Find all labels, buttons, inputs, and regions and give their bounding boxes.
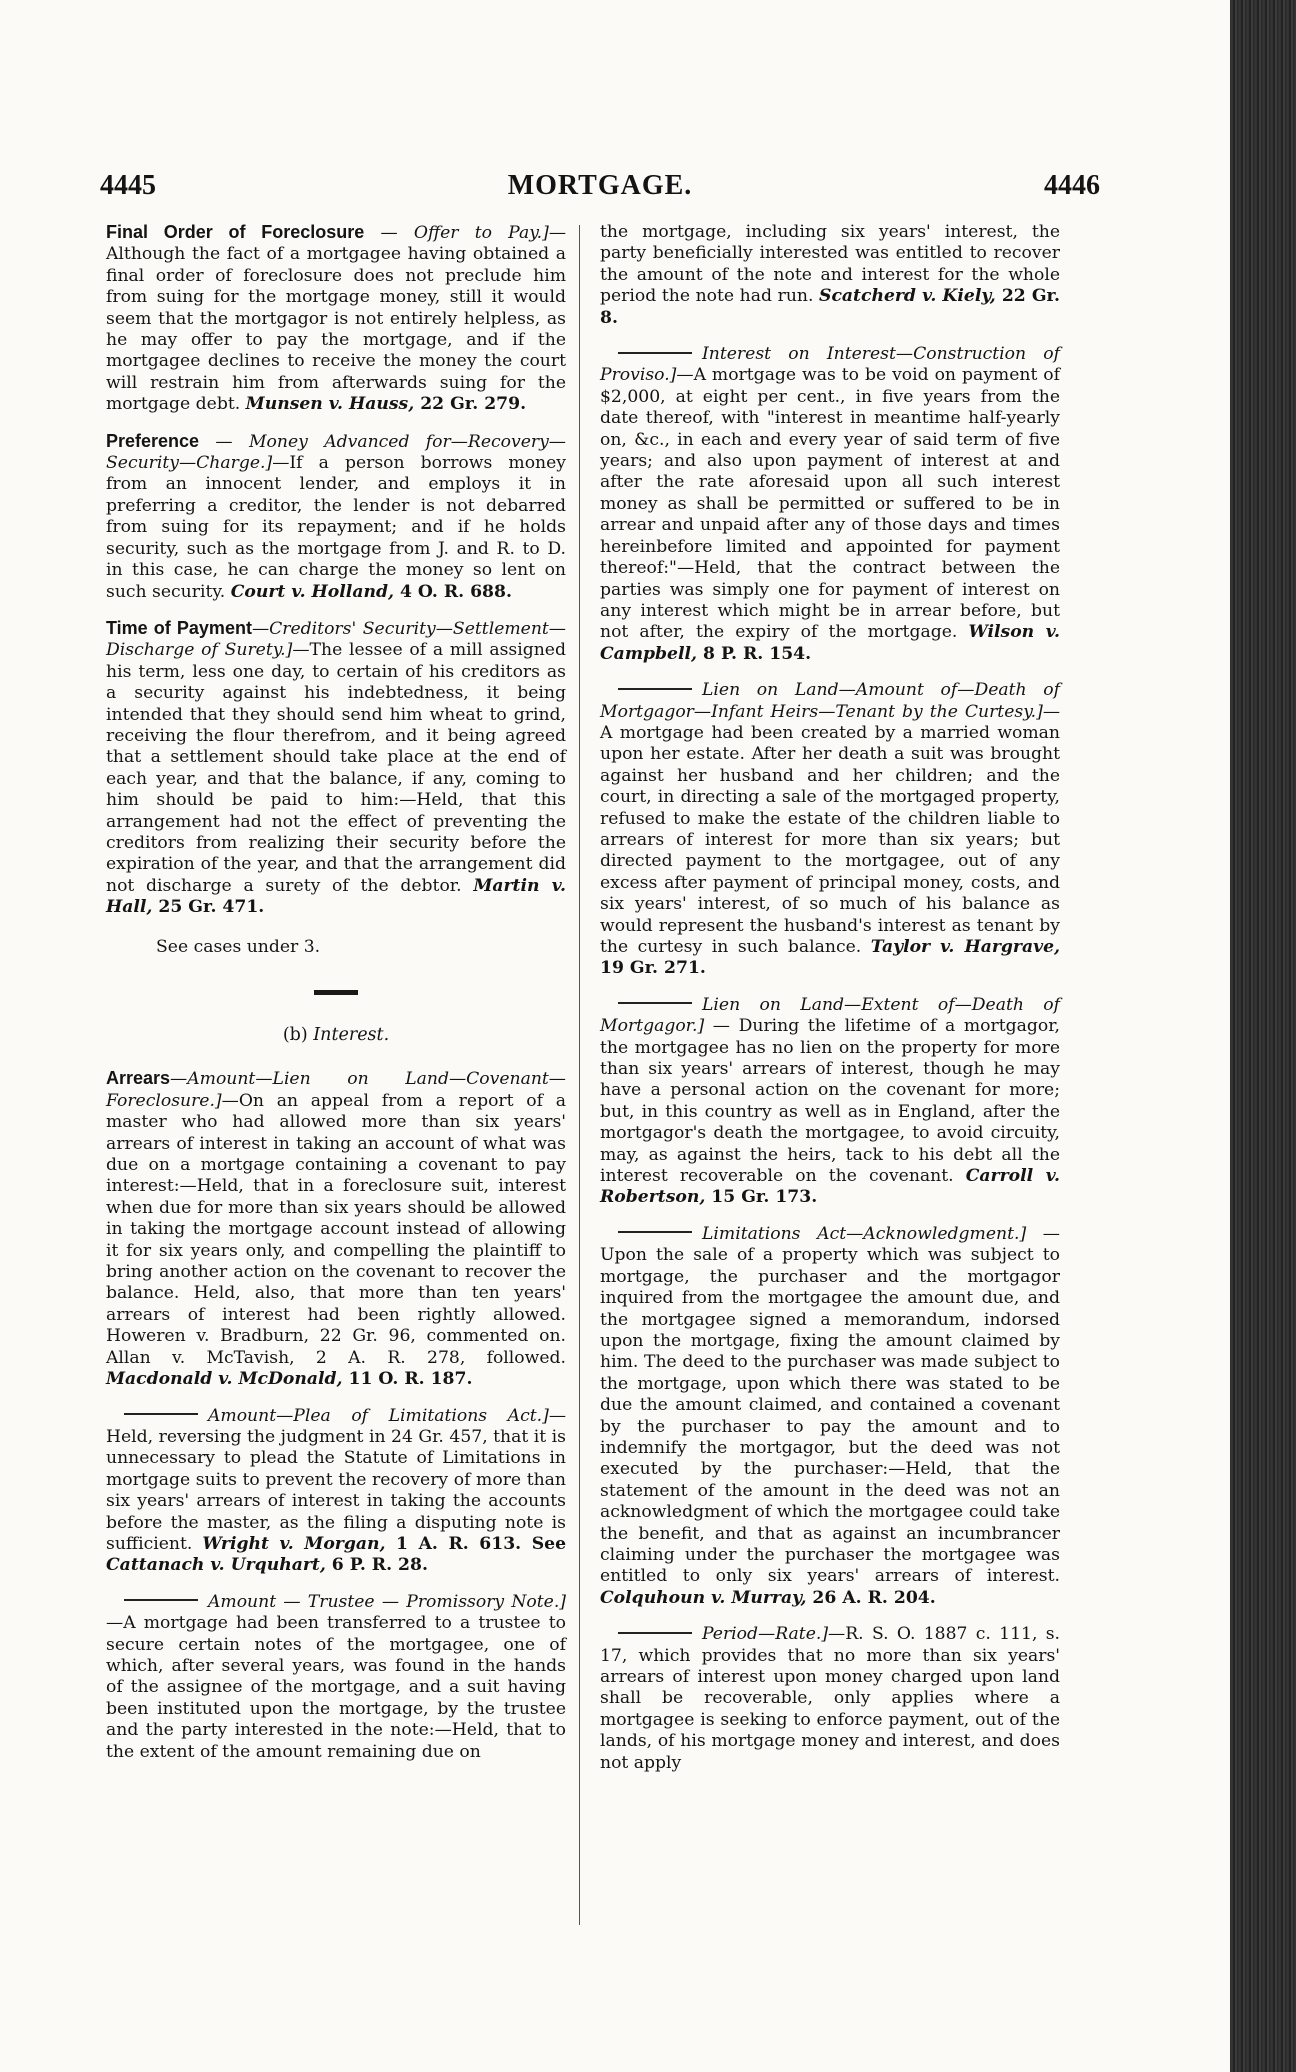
entry-limitations-acknowledgment (600, 1224, 1060, 1609)
entry-body: —R. S. O. 1887 c. 111, s. 17, which provides that no more than six years' arrears of interest upon money charged upon land shall be recoverable, only applies where a mortgagee is seeking to enforce payment, out of the lands, of his mortgage money and interest, and does not apply (600, 1624, 1060, 1773)
entry-subheading: Limitations Act—Acknowledgment.] (702, 1223, 1027, 1244)
case-reference: 11 O. R. 187. (342, 1369, 473, 1390)
entry-subheading: Lien on Land—Amount of—Death of Mortgagor—Infant Heirs—Tenant by the Curtesy.] (600, 680, 1060, 722)
entry-heading: Arrears (106, 1068, 171, 1089)
right-column (600, 222, 1060, 1789)
entry-heading: Preference (106, 430, 200, 451)
case-citation: Scatcherd v. Kiely, (819, 286, 996, 307)
page-number-left: 4445 (100, 170, 156, 201)
entry-trustee-note (106, 1592, 566, 1763)
entry-subheading: Period—Rate.] (702, 1624, 829, 1645)
see-also-note: See cases under 3. (156, 936, 321, 957)
case-citation: Carroll v. Robertson, (600, 1166, 1060, 1208)
entry-continued (600, 222, 1060, 329)
case-reference: 1 A. R. 613. See (385, 1533, 566, 1554)
case-citation: Cattanach v. Urquhart, (106, 1555, 326, 1576)
section-heading (106, 1025, 566, 1046)
entry-body: —A mortgage was to be void on payment of $2,000, at eight per cent., in five years from the date thereof, with "interest in meantime half-yearly on, &c., in each and every year of said term of five years; and also upon payment of interest at and after the rate aforesaid upon all such interest money as shall be permitted or suffered to be in arrear and unpaid after any of those days and times hereinbefore limited and appointed for payment thereof:"—Held, that the contract between the parties was simply one for payment of interest on any interest which might be in arrear before, but not after, the expiry of the mortgage. (600, 365, 1060, 643)
case-citation: Munsen v. Hauss, (245, 394, 415, 415)
entry-heading: Final Order of Foreclosure (106, 222, 365, 242)
repeat-dash (618, 352, 692, 354)
entry-subheading: —Creditors' Security—Settlement—Discharge of Surety.] (106, 618, 566, 661)
case-citation: Martin v. Hall, (106, 875, 566, 918)
repeat-dash (618, 1632, 692, 1634)
entry-body: —If a person borrows money from an innocent lender, and employs it in preferring a creditor, the lender is not debarred from suing for its repayment; and if he holds security, such as the mortgage from J. and R. to D. in this case, he can charge the money so lent on such security. (106, 453, 566, 602)
case-reference: 22 Gr. 8. (600, 286, 1061, 328)
running-header (100, 170, 1100, 210)
left-column (106, 222, 566, 1778)
repeat-dash (618, 1002, 692, 1004)
entry-heading: Time of Payment (106, 617, 252, 638)
entry-subheading: Interest on Interest—Construction of Proviso.] (600, 344, 1060, 386)
case-citation: Court v. Holland, (230, 581, 394, 602)
case-citation: Taylor v. Hargrave, (870, 937, 1060, 957)
entry-body: —Upon the sale of a property which was subject to mortgage, the purchaser and the mortgagor inquired from the mortgagee the amount due, and the mortgagee signed a memorandum, indorsed upon the mortgage, fixing the amount claimed by him. The deed to the purchaser was made subject to the mortgage, upon which there was stated to be due the amount claimed, and contained a covenant by the purchaser to pay the amount and to indemnify the mortgagor, but the deed was not executed by the purchaser:—Held, that the statement of the amount in the deed was not an acknowledgment of which the mortgagee could take the benefit, and that as against an incumbrancer claiming under the purchaser the mortgagee was entitled to only six years' arrears of interest. (600, 1223, 1060, 1587)
repeat-dash (124, 1413, 198, 1415)
case-citation: Colquhoun v. Murray, (600, 1587, 807, 1608)
book-spine-edge (1230, 0, 1296, 2072)
page-title: MORTGAGE. (507, 170, 693, 201)
entry-subheading: Amount — Trustee — Promissory Note.] (208, 1591, 566, 1612)
entry-body: —The lessee of a mill assigned his term, less one day, to certain of his creditors as a security against his indebtedness, it being intended that they should send him wheat to grind, receiving the flour therefrom, and it being agreed that a settlement should take place at the end of each year, and that the balance, if any, coming to him should be paid to him:—Held, that this arrangement had not the effect of preventing the creditors from realizing their security before the expiration of the year, and that the arrangement did not discharge a surety of the debtor. (106, 640, 566, 896)
entry-subheading: Amount—Plea of Limitations Act.] (208, 1405, 549, 1426)
entry-lien-extent (600, 995, 1060, 1209)
case-citation: Wright v. Morgan, (202, 1533, 386, 1554)
entry-lien-amount (600, 680, 1060, 980)
case-citation: Macdonald v. McDonald, (106, 1369, 343, 1390)
section-title: Interest. (313, 1025, 390, 1045)
entry-time-of-payment (106, 618, 566, 919)
entry-arrears (106, 1068, 566, 1390)
entry-body: the mortgage, including six years' interest, the party beneficially interested was entitled to recover the amount of the note and interest for the whole period the note had run. (600, 222, 1060, 307)
entry-subheading: Lien on Land—Extent of—Death of Mortgagor.] (600, 994, 1060, 1037)
case-reference: 25 Gr. 471. (152, 897, 265, 918)
page-number-right: 4446 (1044, 170, 1100, 201)
section-separator (314, 990, 358, 995)
entry-body: —A mortgage had been created by a married woman upon her estate. After her death a suit was brought against her husband and her children; and the court, in directing a sale of the mortgaged property, refused to make the estate of the children liable to arrears of interest for more than six years; but directed payment to the mortgagee, out of any excess after payment of principal money, costs, and six years' interest, of so much of his balance as would represent the husband's interest as tenant by the curtesy in such balance. (600, 701, 1060, 957)
entry-subheading: — Money Advanced for—Recovery—Security—Charge.] (106, 431, 566, 474)
case-reference: 26 A. R. 204. (806, 1587, 936, 1608)
repeat-dash (124, 1599, 198, 1601)
entry-body: —Although the fact of a mortgagee having obtained a final order of foreclosure does not preclude him from suing for the mortgage money, still it would seem that the mortgagor is not entirely helpless, as he may offer to pay the mortgage, and if the mortgagee declines to receive the money the court will restrain him from afterwards suing for the mortgage debt. (106, 223, 566, 415)
case-reference: 8 P. R. 154. (697, 643, 812, 664)
case-reference: 6 P. R. 28. (325, 1555, 428, 1576)
case-reference: 19 Gr. 271. (600, 958, 706, 979)
case-reference: 15 Gr. 173. (705, 1187, 818, 1208)
entry-period-rate (600, 1624, 1060, 1774)
entry-final-order (106, 222, 566, 416)
column-divider (579, 225, 580, 1925)
entry-body: —A mortgage had been transferred to a trustee to secure certain notes of the mortgagee, one of which, after several years, was found in the hands of the assignee of the mortgage, and a suit having been instituted upon the mortgage, by the trustee and the party interested in the note:—Held, that to the extent of the amount remaining due on (106, 1613, 566, 1762)
entry-interest-on-interest (600, 344, 1060, 665)
repeat-dash (618, 1231, 692, 1233)
repeat-dash (618, 688, 692, 690)
case-reference: 4 O. R. 688. (393, 581, 512, 602)
entry-body: — During the lifetime of a mortgagor, the mortgagee has no lien on the property for more than six years' arrears of interest, though he may have a personal action on the covenant for more; but, in this country as well as in England, after the mortgagor's death the mortgagee, to avoid circuity, may, as against the heirs, tack to his debt all the interest recoverable on the covenant. (600, 1016, 1060, 1187)
entry-subheading: — Offer to Pay.] (364, 223, 549, 243)
entry-limitations-plea (106, 1406, 566, 1577)
entry-body: —Held, reversing the judgment in 24 Gr. 457, that it is unnecessary to plead the Statute of Limitations in mortgage suits to prevent the recovery of more than six years' arrears of interest in taking the accounts before the master, as the filing a disputing note is sufficient. (106, 1405, 566, 1554)
entry-subheading: —Amount—Lien on Land—Covenant—Foreclosure.] (106, 1069, 566, 1111)
entry-preference (106, 431, 566, 603)
entry-body: —On an appeal from a report of a master who had allowed more than six years' arrears of interest in taking an account of what was due on a mortgage containing a covenant to pay interest:—Held, that in a foreclosure suit, interest when due for more than six years should be allowed in taking the mortgage account instead of allowing it for six years only, and compelling the plaintiff to bring another action on the covenant to recover the balance. Held, also, that more than ten years' arrears of interest had been rightly allowed. Howeren v. Bradburn, 22 Gr. 96, commented on. Allan v. McTavish, 2 A. R. 278, followed. (106, 1090, 566, 1368)
case-reference: 22 Gr. 279. (414, 394, 527, 415)
case-citation: Wilson v. Campbell, (600, 622, 1061, 664)
section-label: (b) (282, 1025, 314, 1045)
